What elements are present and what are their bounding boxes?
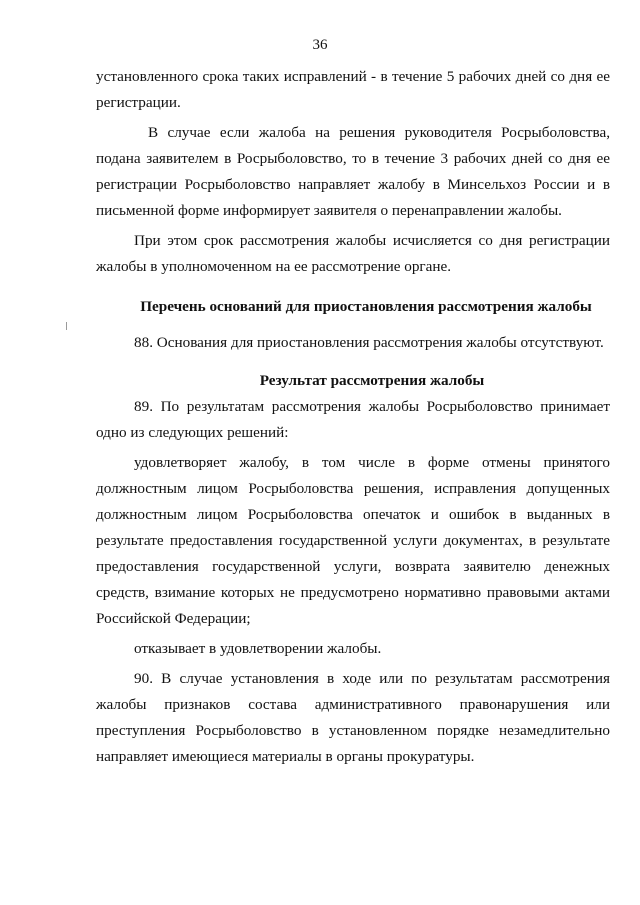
paragraph-88: 88. Основания для приостановления рассмотрения жалобы отсутствуют.	[134, 334, 604, 351]
paragraph-redirect-complaint: В случае если жалоба на решения руководителя Росрыболовства, подана заявителем в Росрыболовство, то в течение 3 рабочих дней со дня ее регистрации Росрыболовство направляет жалобу в Минсельхоз России и в письменной форме информирует заявителя о перенаправлении жалобы.	[96, 124, 610, 219]
paragraph-continuation: установленного срока таких исправлений - в течение 5 рабочих дней со дня ее регистрации.	[96, 68, 610, 111]
paragraph-90: 90. В случае установления в ходе или по результатам рассмотрения жалобы признаков состава административного правонарушения или преступления Росрыболовство в установленном порядке незамедлительно направляет имеющиеся материалы в органы прокуратуры.	[96, 670, 610, 765]
document-body	[96, 64, 610, 770]
section-heading-suspension-grounds: Перечень оснований для приостановления рассмотрения жалобы	[140, 298, 592, 315]
paragraph-review-period: При этом срок рассмотрения жалобы исчисляется со дня регистрации жалобы в уполномоченном на ее рассмотрение органе.	[96, 232, 610, 275]
section-heading-review-result: Результат рассмотрения жалобы	[259, 372, 485, 389]
decision-satisfy: удовлетворяет жалобу, в том числе в форме отмены принятого должностным лицом Росрыболовства решения, исправления допущенных должностным лицом Росрыболовства опечаток и ошибок в выданных в результате предоставления государственной услуги документах, в результате предоставления государственной услуги, возврата заявителю денежных средств, взимание которых не предусмотрено нормативно правовыми актами Российской Федерации;	[96, 454, 610, 627]
page-number: 36	[312, 37, 328, 53]
decision-refuse: отказывает в удовлетворении жалобы.	[134, 640, 382, 657]
scan-mark	[66, 322, 67, 330]
paragraph-89: 89. По результатам рассмотрения жалобы Росрыболовство принимает одно из следующих решений:	[96, 398, 610, 441]
